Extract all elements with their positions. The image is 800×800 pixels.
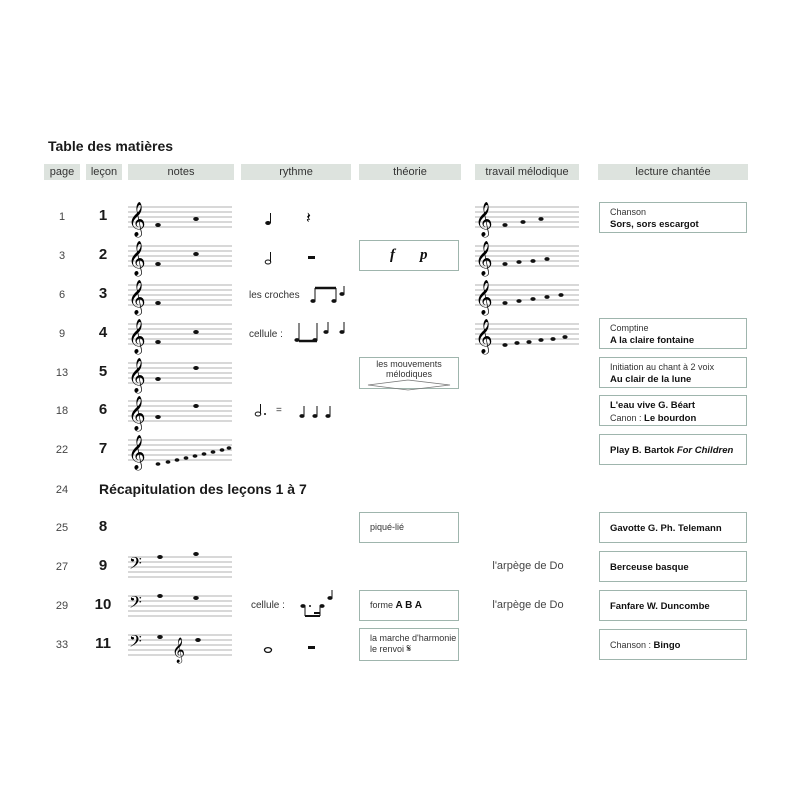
- lesson-number: 5: [98, 363, 108, 380]
- treble-clef-icon: 𝄞: [475, 242, 493, 275]
- rhythm-figure: [294, 320, 354, 346]
- treble-clef-icon: 𝄞: [128, 281, 146, 314]
- quarter-rest-icon: 𝄽: [306, 210, 311, 227]
- reading-composer: G. Ph. Telemann: [647, 523, 722, 534]
- notes-staff: [128, 281, 232, 314]
- treble-clef-icon: 𝄞: [128, 320, 146, 353]
- theory-form: A B A: [395, 600, 422, 611]
- melodic-text: l'arpège de Do: [492, 599, 564, 611]
- rhythm-figure: [310, 283, 350, 307]
- lesson-number: 1: [98, 207, 108, 224]
- reading-line: Comptine: [610, 323, 649, 333]
- bass-clef-icon: 𝄢: [129, 555, 142, 577]
- rhythm-label: les croches: [249, 290, 300, 301]
- reading-composer: B. Bartok: [632, 445, 675, 456]
- lesson-number: 7: [98, 440, 108, 457]
- page-number: 25: [55, 522, 69, 534]
- reading-title: Play: [610, 445, 630, 456]
- rhythm-figure: [300, 594, 340, 620]
- reading-box: [599, 512, 747, 543]
- page-number: 27: [55, 561, 69, 573]
- reading-box: [599, 434, 747, 465]
- notes-staff: [128, 242, 232, 275]
- reading-title: Bingo: [653, 640, 681, 651]
- reading-title: Sors, sors escargot: [610, 219, 699, 230]
- recap-heading: Récapitulation des leçons 1 à 7: [99, 481, 307, 497]
- lesson-number: 4: [98, 324, 108, 341]
- notes-staff: [128, 320, 232, 353]
- page-number: 24: [55, 484, 69, 496]
- notes-staff: [128, 436, 232, 469]
- melodic-staff: [475, 203, 579, 236]
- lesson-number: 11: [95, 635, 111, 652]
- lesson-number: 6: [98, 401, 108, 418]
- page-number: 33: [55, 639, 69, 651]
- rhythm-label: cellule :: [249, 329, 283, 340]
- reading-line: Canon :: [610, 413, 645, 423]
- theory-line: mélodiques: [385, 369, 433, 379]
- notes-staff: [128, 593, 232, 619]
- treble-clef-icon: 𝄞: [475, 203, 493, 236]
- reading-work: For Children: [676, 445, 734, 456]
- header-notes: notes: [128, 164, 234, 180]
- header-theorie: théorie: [359, 164, 461, 180]
- theory-line: le renvoi: [370, 644, 405, 654]
- melodic-staff: [475, 242, 579, 275]
- treble-clef-icon: 𝄞: [128, 397, 146, 430]
- reading-title: Au clair de la lune: [610, 374, 692, 385]
- theory-piano: p: [420, 247, 428, 263]
- melodic-staff: [475, 320, 579, 353]
- reading-line: Chanson :: [610, 640, 654, 650]
- header-lecon: leçon: [86, 164, 122, 180]
- rhythm-figure: [262, 205, 322, 229]
- reading-box: [599, 318, 747, 349]
- treble-clef-icon: 𝄞: [128, 242, 146, 275]
- notes-staff: [128, 359, 232, 392]
- treble-clef-icon: 𝄞: [475, 320, 493, 353]
- theory-box: [359, 357, 459, 389]
- notes-staff: [128, 203, 232, 236]
- reading-title: Le bourdon: [644, 413, 697, 424]
- page-title: Table des matières: [48, 138, 174, 154]
- reading-box: [599, 629, 747, 660]
- page-number: 3: [58, 250, 66, 262]
- reading-title: Berceuse basque: [610, 562, 689, 573]
- lesson-number: 9: [98, 557, 108, 574]
- rhythm-figure: [262, 637, 322, 657]
- reading-line: Chanson: [610, 207, 647, 217]
- page-number: 22: [55, 444, 69, 456]
- reading-title: L'eau vive: [610, 400, 656, 411]
- reading-box: [599, 357, 747, 388]
- reading-box: [599, 395, 747, 426]
- theory-line: les mouvements: [376, 359, 442, 369]
- theory-box: [359, 240, 459, 271]
- treble-clef-icon: 𝄞: [475, 281, 493, 314]
- treble-clef-icon: 𝄞: [128, 359, 146, 392]
- lesson-number: 3: [98, 285, 108, 302]
- header-lecture: lecture chantée: [598, 164, 748, 180]
- melodic-staff: [475, 281, 579, 314]
- page-number: 13: [55, 367, 69, 379]
- page-number: 9: [58, 328, 66, 340]
- theory-box: [359, 512, 459, 543]
- notes-staff: [128, 632, 232, 662]
- rhythm-figure: [262, 244, 322, 268]
- melodic-text: l'arpège de Do: [492, 560, 564, 572]
- reading-box: [599, 551, 747, 582]
- reading-box: [599, 590, 747, 621]
- header-rythme: rythme: [241, 164, 351, 180]
- melodic-movement-icon: [360, 380, 458, 390]
- rhythm-label: cellule :: [251, 600, 285, 611]
- lesson-number: 8: [98, 518, 108, 535]
- reading-composer: G. Béart: [658, 400, 696, 411]
- page-number: 18: [55, 405, 69, 417]
- page-number: 6: [58, 289, 66, 301]
- segno-icon: 𝄋: [406, 643, 412, 655]
- theory-box: [359, 628, 459, 661]
- bass-clef-icon: 𝄢: [129, 633, 142, 655]
- reading-title: Fanfare: [610, 601, 645, 612]
- theory-line: la marche d'harmonie: [370, 633, 457, 643]
- notes-staff: [128, 397, 232, 430]
- notes-staff: [128, 554, 232, 580]
- page-number: 29: [55, 600, 69, 612]
- treble-clef-icon: 𝄞: [172, 637, 186, 662]
- rhythm-equals: =: [276, 405, 282, 416]
- theory-line: forme: [370, 600, 396, 610]
- reading-title: A la claire fontaine: [610, 335, 695, 346]
- reading-composer: W. Duncombe: [646, 601, 710, 612]
- lesson-number: 10: [94, 596, 112, 613]
- reading-title: Gavotte: [610, 523, 646, 534]
- theory-box: [359, 590, 459, 621]
- header-page: page: [44, 164, 80, 180]
- theory-forte: f: [390, 247, 395, 263]
- treble-clef-icon: 𝄞: [128, 436, 146, 469]
- theory-line: piqué-lié: [370, 522, 405, 532]
- page-number: 1: [58, 211, 66, 223]
- reading-line: Initiation au chant à 2 voix: [610, 362, 715, 372]
- treble-clef-icon: 𝄞: [128, 203, 146, 236]
- header-travail: travail mélodique: [475, 164, 579, 180]
- lesson-number: 2: [98, 246, 108, 263]
- bass-clef-icon: 𝄢: [129, 594, 142, 616]
- rhythm-figure: [252, 400, 362, 424]
- reading-box: [599, 202, 747, 233]
